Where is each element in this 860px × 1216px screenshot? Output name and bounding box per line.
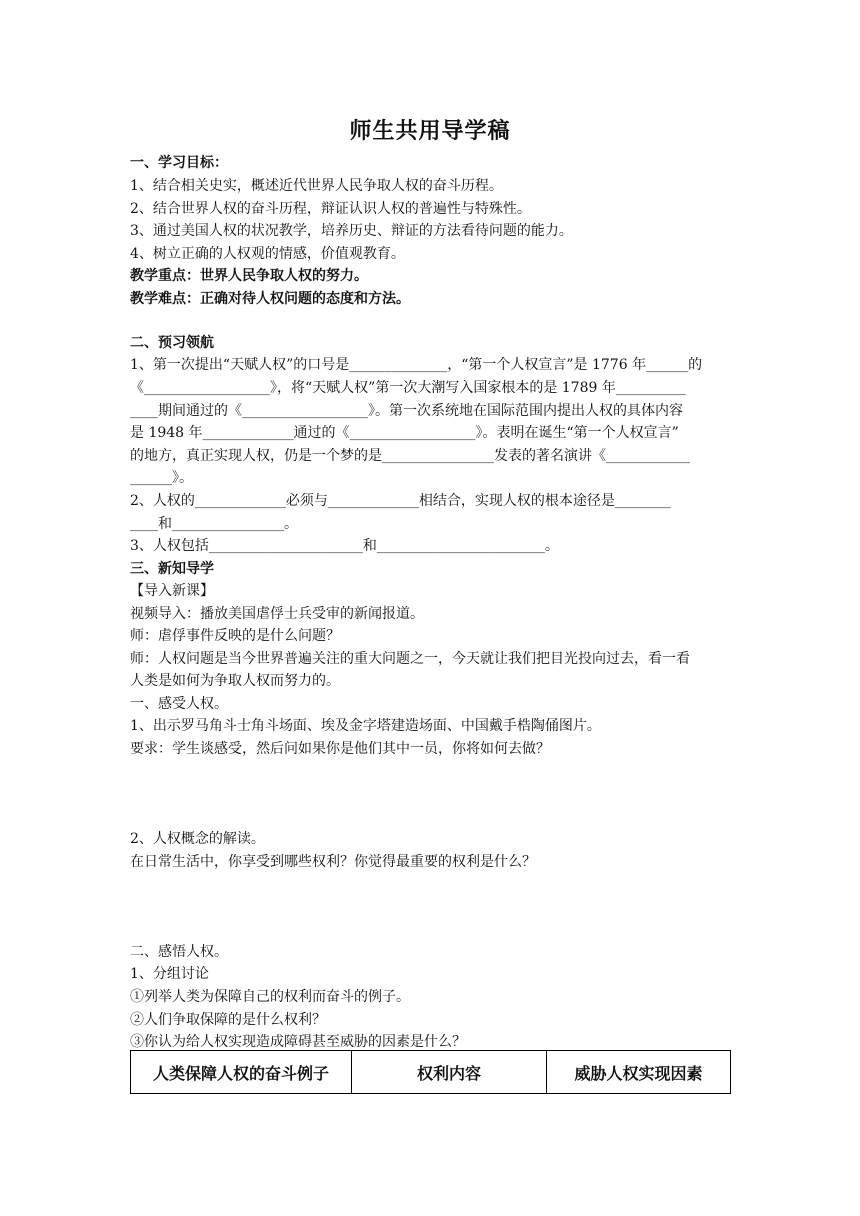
text-line: 2、人权概念的解读。 bbox=[130, 831, 265, 847]
text-line: 1、结合相关史实，概述近代世界人民争取人权的奋斗历程。 bbox=[130, 178, 503, 194]
section-heading: 一、学习目标： bbox=[130, 155, 228, 171]
section-heading: 教学重点：世界人民争取人权的努力。 bbox=[130, 268, 368, 284]
text-line: 是 1948 年_____________通过的《__________________》。表明在诞生“第一个人权宣言” bbox=[130, 425, 679, 441]
text-line: 3、通过美国人权的状况教学，培养历史、辩证的方法看待问题的能力。 bbox=[130, 223, 573, 239]
text-line: ③你认为给人权实现造成障碍甚至威胁的因素是什么？ bbox=[130, 1034, 466, 1050]
document-title: 师生共用导学稿 bbox=[349, 119, 511, 144]
text-line: 师：虐俘事件反映的是什么问题？ bbox=[130, 628, 340, 644]
text-line: 二、感悟人权。 bbox=[130, 944, 228, 960]
table-header-cell: 权利内容 bbox=[352, 1051, 547, 1094]
text-line: 在日常生活中，你享受到哪些权利？你觉得最重要的权利是什么？ bbox=[130, 854, 536, 870]
table-header-cell: 人类保障人权的奋斗例子 bbox=[131, 1051, 352, 1094]
text-line: 人类是如何为争取人权而努力的。 bbox=[130, 673, 340, 689]
text-line: 1、分组讨论 bbox=[130, 966, 209, 982]
text-line: 要求：学生谈感受，然后问如果你是他们其中一员，你将如何去做？ bbox=[130, 741, 550, 757]
text-line: ____和________________。 bbox=[130, 516, 298, 532]
text-line: 1、第一次提出“天赋人权”的口号是______________，“第一个人权宣言”是 1776 年______的 bbox=[130, 357, 703, 373]
text-line: ①列举人类为保障自己的权利而奋斗的例子。 bbox=[130, 989, 410, 1005]
section-heading: 三、新知导学 bbox=[130, 561, 214, 577]
text-line: 《__________________》，将“天赋人权”第一次大潮写入国家根本的是 1789 年__________ bbox=[130, 380, 686, 396]
table-header-row bbox=[131, 1051, 731, 1094]
text-line: ②人们争取保障的是什么权利？ bbox=[130, 1012, 326, 1028]
text-line: 2、结合世界人权的奋斗历程，辩证认识人权的普遍性与特殊性。 bbox=[130, 201, 531, 217]
text-line: 的地方，真正实现人权，仍是一个梦的是________________发表的著名演讲《____________ bbox=[130, 448, 690, 464]
text-line: ____期间通过的《__________________》。第一次系统地在国际范围内提出人权的具体内容 bbox=[130, 403, 683, 419]
section-heading: 教学难点：正确对待人权问题的态度和方法。 bbox=[130, 291, 410, 307]
text-line: ______》。 bbox=[130, 470, 193, 486]
text-line: 一、感受人权。 bbox=[130, 696, 228, 712]
text-line: 视频导入：播放美国虐俘士兵受审的新闻报道。 bbox=[130, 606, 424, 622]
discussion-table bbox=[130, 1050, 731, 1094]
text-line: 2、人权的_____________必须与_____________相结合，实现人权的根本途径是________ bbox=[130, 493, 671, 509]
text-line: 3、人权包括______________________和________________________。 bbox=[130, 538, 559, 554]
section-heading: 二、预习领航 bbox=[130, 335, 214, 351]
text-line: 【导入新课】 bbox=[130, 583, 214, 599]
text-line: 师：人权问题是当今世界普遍关注的重大问题之一，今天就让我们把目光投向过去，看一看 bbox=[130, 651, 690, 667]
text-line: 4、树立正确的人权观的情感，价值观教育。 bbox=[130, 246, 405, 262]
table-header-cell: 威胁人权实现因素 bbox=[547, 1051, 731, 1094]
text-line: 1、出示罗马角斗士角斗场面、埃及金字塔建造场面、中国戴手梏陶俑图片。 bbox=[130, 718, 601, 734]
